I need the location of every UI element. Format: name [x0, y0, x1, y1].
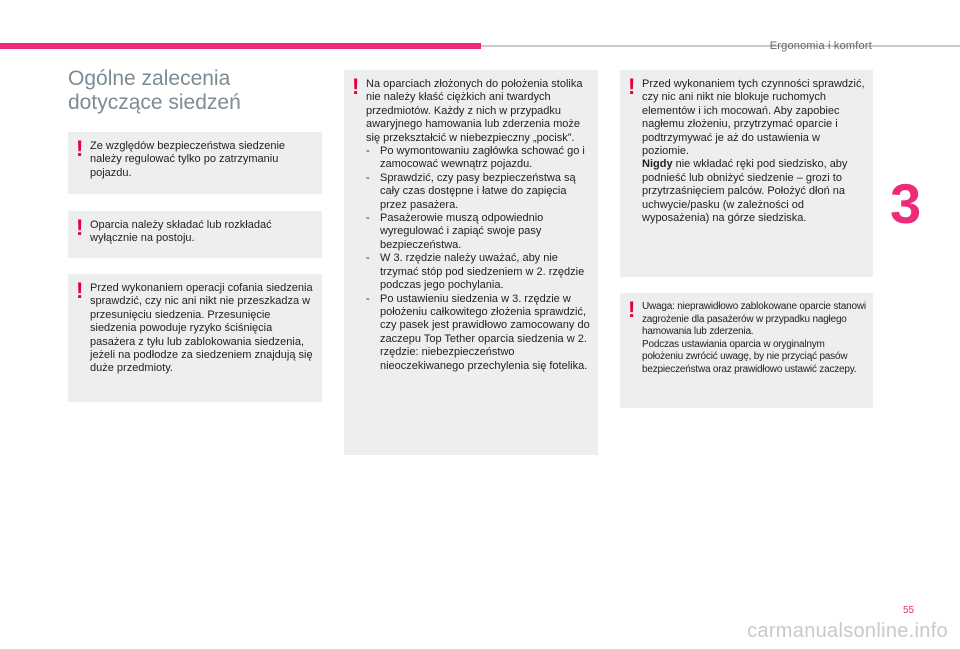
- warning-box-stop-vehicle: [68, 132, 322, 194]
- warning-content: [642, 78, 867, 225]
- warning-intro: Na oparciach złożonych do położenia stolika nie należy kłaść ciężkich ani twardych przedmiotów. Każdy z nich w przypadku awaryjnego hamowania lub zderzenia może się przekształcić w niebezpieczny „pocisk”.: [366, 78, 583, 144]
- warning-text: Uwaga: nieprawidłowo zablokowane oparcie stanowi zagrożenie dla pasażerów w przypadku nagłego hamowania lub zderzenia.: [642, 301, 866, 338]
- header-rule: [481, 45, 960, 47]
- warning-text: Ze względów bezpieczeństwa siedzenie należy regulować tylko po zatrzymaniu pojazdu.: [90, 140, 286, 179]
- warning-box-table-position: [344, 70, 598, 455]
- warning-content: [642, 301, 867, 377]
- warning-box-seat-retract: [68, 274, 322, 402]
- section-title: [68, 67, 328, 115]
- header-accent-bar: [0, 43, 481, 49]
- warning-exclamation-icon: !: [352, 74, 360, 99]
- warning-exclamation-icon: !: [76, 136, 84, 161]
- warning-text-never: [642, 158, 867, 225]
- chapter-header-title: Ergonomia i komfort: [769, 40, 872, 52]
- warning-list: [366, 145, 592, 373]
- warning-content: [366, 78, 592, 373]
- list-item: - Po ustawieniu siedzenia w 3. rzędzie w położeniu całkowitego złożenia sprawdzić, czy pasek jest prawidłowo zamocowany do zaczepu Top Tether oparcia siedzenia w 2. rzędzie: niebezpieczeństwo nieoczekiwanego przechylenia się fotelika.: [366, 293, 592, 373]
- warning-exclamation-icon: !: [76, 278, 84, 303]
- emphasis-never: Nigdy: [642, 158, 673, 171]
- warning-exclamation-icon: !: [628, 74, 636, 99]
- warning-exclamation-icon: !: [76, 215, 84, 240]
- list-item: - Sprawdzić, czy pasy bezpieczeństwa są cały czas dostępne i łatwe do zapięcia przez pasażera.: [366, 172, 592, 212]
- page-number: 55: [903, 605, 915, 616]
- list-item: - Pasażerowie muszą odpowiednio wyregulować i zapiąć swoje pasy bezpieczeństwa.: [366, 212, 592, 252]
- watermark: carmanualsonline.info: [747, 620, 948, 642]
- warning-text: Przed wykonaniem tych czynności sprawdzić, czy nic ani nikt nie blokuje ruchomych elementów i ich mocowań. Aby zapobiec nagłemu złożeniu, przytrzymać oparcie i podtrzymywać je aż do ustawienia w poziomie.: [642, 78, 865, 158]
- warning-text: Przed wykonaniem operacji cofania siedzenia sprawdzić, czy nic ani nikt nie przeszkadza w przesunięciu siedzenia. Przesunięcie siedzenia powoduje ryzyko ściśnięcia pasażera z tyłu lub zablokowania siedzenia, jeżeli na podłodze za siedzeniem znajdują się duże przedmioty.: [90, 282, 313, 375]
- warning-exclamation-icon: !: [628, 297, 636, 322]
- chapter-number: 3: [890, 172, 922, 235]
- warning-box-moving-parts: [620, 70, 873, 277]
- warning-box-fold-backrest: [68, 211, 322, 258]
- warning-box-backrest-lock: [620, 293, 873, 408]
- list-item: - W 3. rzędzie należy uważać, aby nie trzymać stóp pod siedzeniem w 2. rzędzie podczas jego pochylania.: [366, 252, 592, 292]
- warning-text-continued: nie wkładać ręki pod siedzisko, aby podnieść lub obniżyć siedzenie – grozi to przytrzaśnięciem palców. Położyć dłoń na uchwycie/pasku (w zależności od wyposażenia) na górze siedziska.: [642, 158, 848, 225]
- warning-text: Podczas ustawiania oparcia w oryginalnym położeniu zwrócić uwagę, by nie przyciąć pasów bezpieczeństwa oraz prawidłowo ustawić zaczepy.: [642, 338, 857, 375]
- section-title-line1: Ogólne zalecenia: [68, 67, 231, 90]
- list-item: - Po wymontowaniu zagłówka schować go i zamocować wewnątrz pojazdu.: [366, 145, 592, 172]
- section-title-line2: dotyczące siedzeń: [68, 91, 241, 114]
- warning-text: Oparcia należy składać lub rozkładać wyłącznie na postoju.: [90, 219, 272, 245]
